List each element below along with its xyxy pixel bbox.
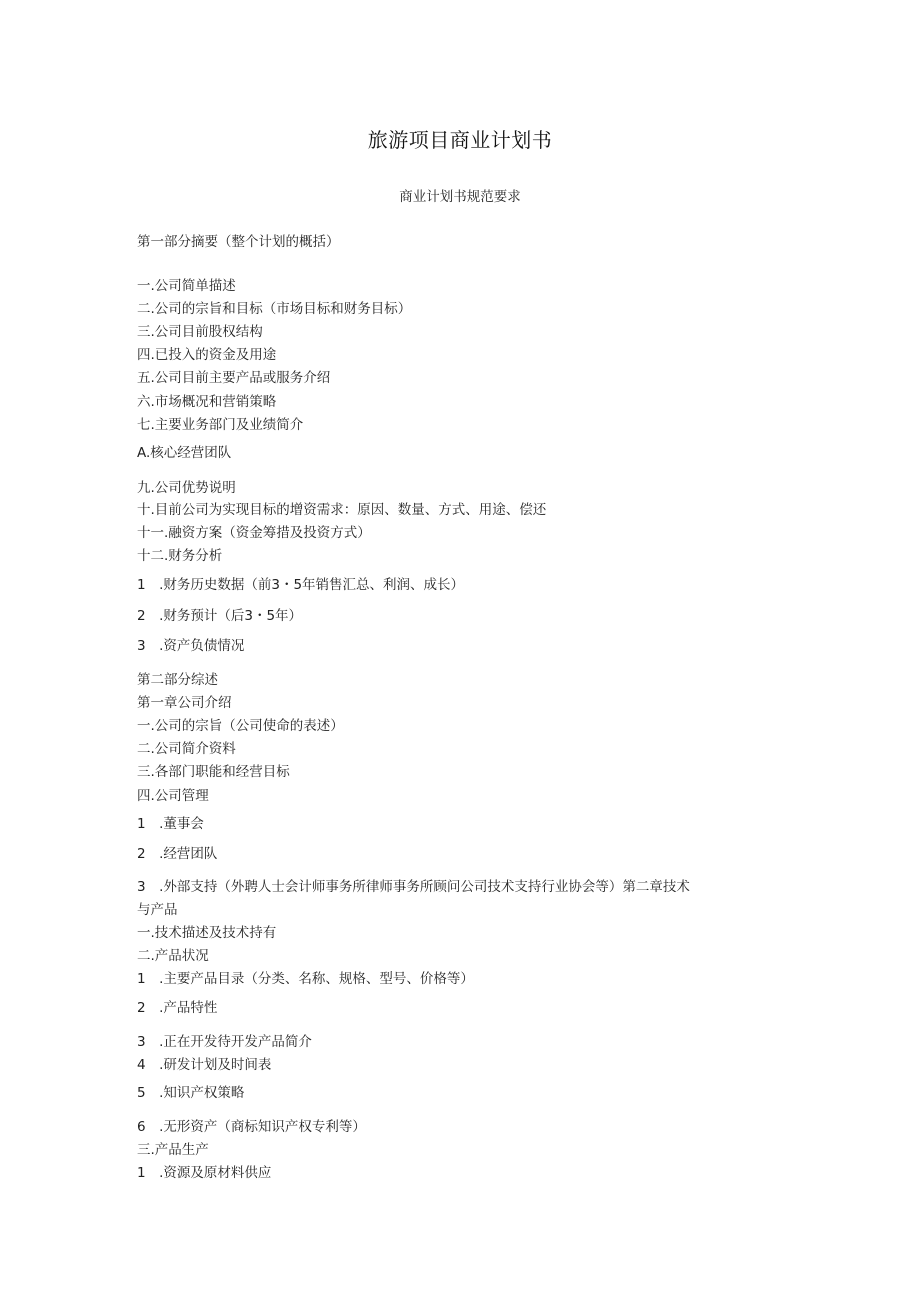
outline-item: A.核心经营团队 <box>137 445 232 461</box>
outline-item: 一.公司的宗旨（公司使命的表述） <box>137 718 344 734</box>
outline-item: 十一.融资方案（资金筹措及投资方式） <box>137 525 371 541</box>
outline-item: 六.市场概况和营销策略 <box>137 394 277 410</box>
outline-item: 三.公司目前股权结构 <box>137 324 263 340</box>
outline-item: 二.产品状况 <box>137 948 209 964</box>
numbered-item: 2 .财务预计（后3・5年） <box>137 608 303 624</box>
outline-item: 五.公司目前主要产品或服务介绍 <box>137 370 331 386</box>
chapter-heading: 第一章公司介绍 <box>137 695 232 711</box>
numbered-item: 1 .主要产品目录（分类、名称、规格、型号、价格等） <box>137 971 474 987</box>
document-title: 旅游项目商业计划书 <box>367 128 553 152</box>
numbered-item: 2 .产品特性 <box>137 1000 218 1016</box>
numbered-item: 6 .无形资产（商标知识产权专利等） <box>137 1119 366 1135</box>
outline-item: 三.产品生产 <box>137 1142 209 1158</box>
numbered-item: 3 .资产负债情况 <box>137 638 245 654</box>
outline-item: 二.公司的宗旨和目标（市场目标和财务目标） <box>137 301 412 317</box>
outline-item: 四.已投入的资金及用途 <box>137 347 277 363</box>
numbered-item: 3 .外部支持（外聘人士会计师事务所律师事务所顾问公司技术支持行业协会等）第二章技术 <box>137 879 690 895</box>
outline-item: 一.公司简单描述 <box>137 278 236 294</box>
outline-item: 四.公司管理 <box>137 788 209 804</box>
section-heading: 第二部分综述 <box>137 672 218 688</box>
outline-item: 二.公司简介资料 <box>137 741 236 757</box>
numbered-item: 2 .经营团队 <box>137 846 218 862</box>
numbered-item: 1 .董事会 <box>137 816 204 832</box>
numbered-item: 3 .正在开发待开发产品简介 <box>137 1034 312 1050</box>
numbered-item: 1 .资源及原材料供应 <box>137 1165 272 1181</box>
numbered-item: 1 .财务历史数据（前3・5年销售汇总、利润、成长） <box>137 577 465 593</box>
outline-item: 十二.财务分析 <box>137 548 223 564</box>
outline-item: 七.主要业务部门及业绩简介 <box>137 417 304 433</box>
outline-item: 三.各部门职能和经营目标 <box>137 764 290 780</box>
continuation-line: 与产品 <box>137 902 178 918</box>
numbered-item: 5 .知识产权策略 <box>137 1085 245 1101</box>
outline-item: 九.公司优势说明 <box>137 480 236 496</box>
numbered-item: 4 .研发计划及时间表 <box>137 1057 272 1073</box>
document-subtitle: 商业计划书规范要求 <box>399 189 521 205</box>
outline-item: 十.目前公司为实现目标的增资需求：原因、数量、方式、用途、偿还 <box>137 502 547 518</box>
section-heading: 第一部分摘要（整个计划的概括） <box>137 234 340 250</box>
outline-item: 一.技术描述及技术持有 <box>137 925 277 941</box>
